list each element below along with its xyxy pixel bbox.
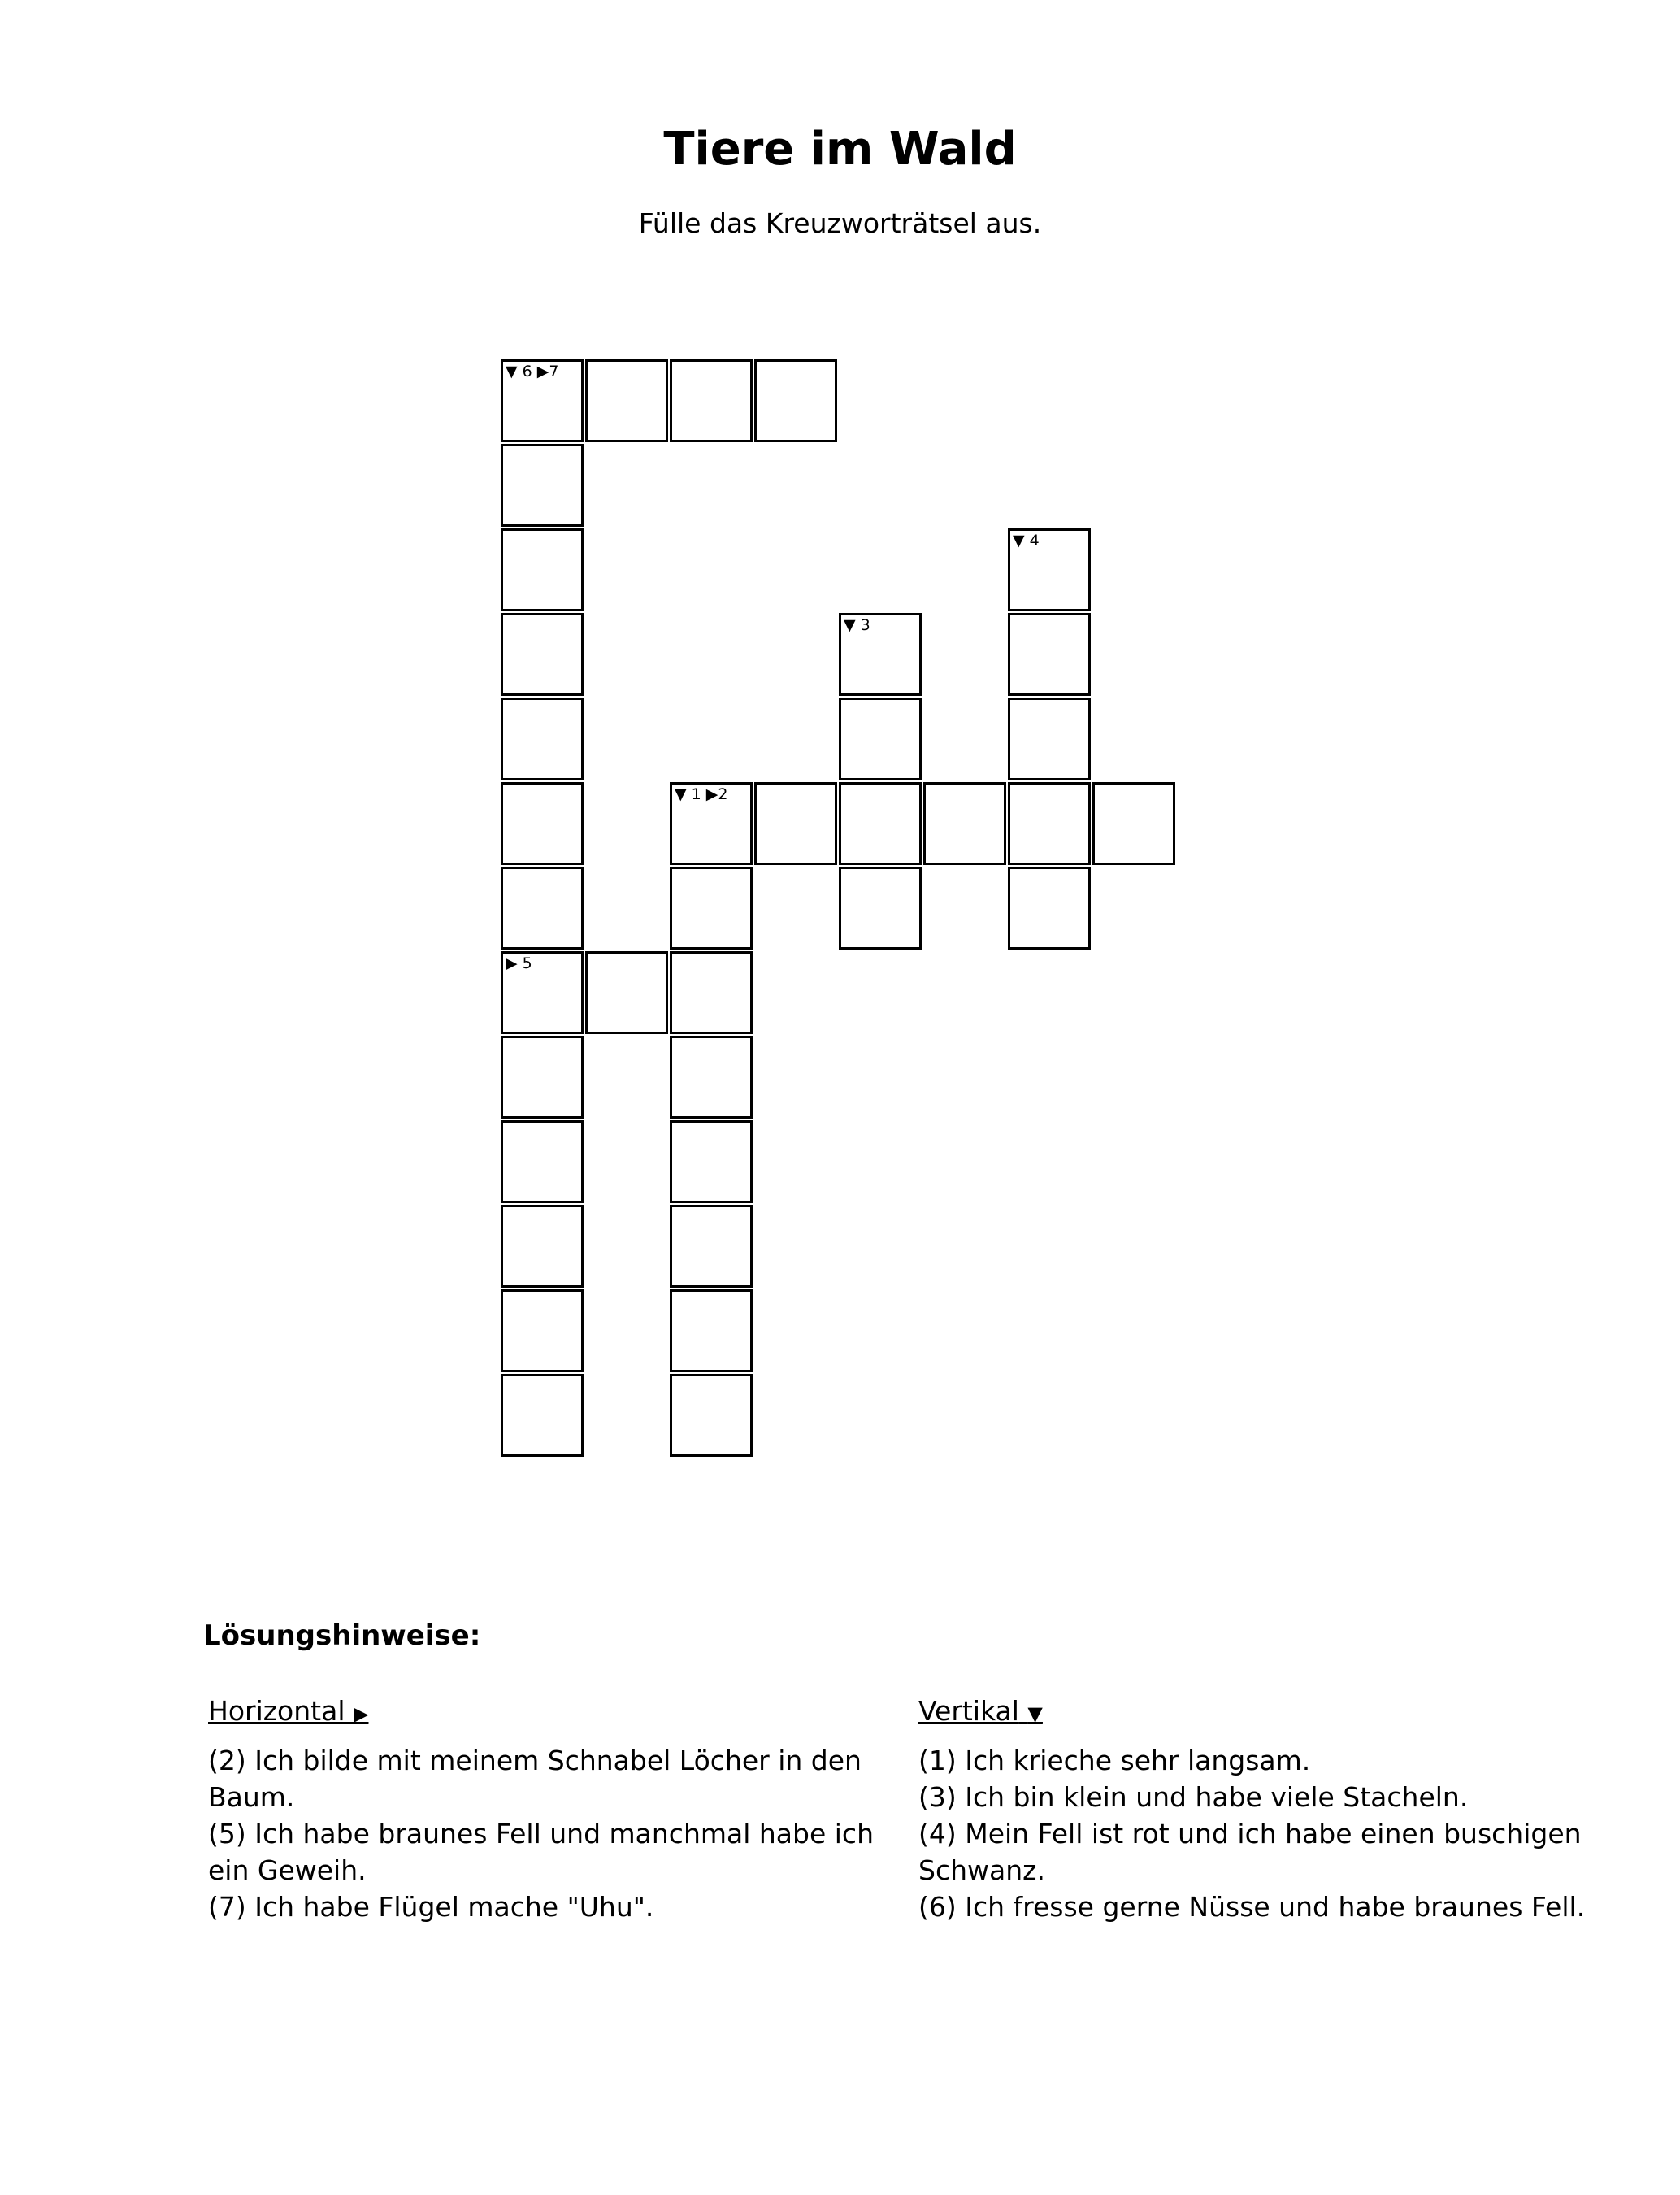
clue-horizontal-2: (2) Ich bilde mit meinem Schnabel Löcher in den Baum. bbox=[208, 1745, 862, 1813]
crossword-cell[interactable] bbox=[670, 1120, 753, 1203]
page-title: Tiere im Wald bbox=[663, 123, 1017, 176]
crossword-cell[interactable] bbox=[501, 359, 584, 442]
clue-vertical-1: (1) Ich krieche sehr langsam. bbox=[918, 1745, 1311, 1776]
crossword-cell[interactable] bbox=[1008, 782, 1091, 865]
crossword-cell[interactable] bbox=[1008, 867, 1091, 950]
clue-number-label: ▶ 5 bbox=[506, 954, 532, 972]
crossword-cell[interactable] bbox=[501, 1036, 584, 1119]
clue-vertical-4: (4) Mein Fell ist rot und ich habe einen buschigen Schwanz. bbox=[918, 1818, 1582, 1886]
crossword-cell[interactable] bbox=[501, 444, 584, 527]
horizontal-heading bbox=[208, 1693, 907, 1732]
crossword-cell[interactable] bbox=[501, 528, 584, 611]
crossword-cell[interactable] bbox=[670, 1205, 753, 1288]
crossword-cell[interactable] bbox=[585, 359, 668, 442]
vertical-label: Vertikal bbox=[918, 1695, 1019, 1727]
clue-vertical-6: (6) Ich fresse gerne Nüsse und habe braunes Fell. bbox=[918, 1891, 1586, 1923]
vertical-clues bbox=[918, 1693, 1593, 1925]
crossword-cell[interactable] bbox=[670, 867, 753, 950]
crossword-cell[interactable] bbox=[670, 1289, 753, 1372]
crossword-cell[interactable] bbox=[1008, 528, 1091, 611]
crossword-cell[interactable] bbox=[923, 782, 1006, 865]
vertical-heading bbox=[918, 1693, 1593, 1732]
crossword-cell[interactable] bbox=[670, 359, 753, 442]
horizontal-label: Horizontal bbox=[208, 1695, 345, 1727]
clue-number-label: ▼ 6 ▶7 bbox=[506, 363, 559, 380]
crossword-cell[interactable] bbox=[1008, 613, 1091, 696]
crossword-cell[interactable] bbox=[670, 782, 753, 865]
crossword-cell[interactable] bbox=[501, 1120, 584, 1203]
crossword-cell[interactable] bbox=[839, 782, 922, 865]
clue-number-label: ▼ 3 bbox=[844, 616, 870, 634]
clue-vertical-3: (3) Ich bin klein und habe viele Stacheln. bbox=[918, 1781, 1469, 1813]
down-arrow-icon: ▼ bbox=[1027, 1702, 1043, 1725]
crossword-cell[interactable] bbox=[501, 951, 584, 1034]
horizontal-clues bbox=[208, 1693, 907, 1925]
crossword-cell[interactable] bbox=[1008, 698, 1091, 780]
crossword-cell[interactable] bbox=[501, 1205, 584, 1288]
clue-number-label: ▼ 4 bbox=[1013, 532, 1040, 550]
page-subtitle: Fülle das Kreuzworträtsel aus. bbox=[638, 207, 1042, 239]
crossword-cell[interactable] bbox=[839, 698, 922, 780]
crossword-cell[interactable] bbox=[501, 1289, 584, 1372]
clue-number-label: ▼ 1 ▶2 bbox=[675, 785, 728, 803]
crossword-cell[interactable] bbox=[839, 867, 922, 950]
crossword-cell[interactable] bbox=[839, 613, 922, 696]
crossword-cell[interactable] bbox=[501, 867, 584, 950]
clue-horizontal-7: (7) Ich habe Flügel mache "Uhu". bbox=[208, 1891, 654, 1923]
crossword-cell[interactable] bbox=[754, 782, 837, 865]
hints-heading: Lösungshinweise: bbox=[203, 1619, 481, 1652]
crossword-cell[interactable] bbox=[670, 1036, 753, 1119]
clue-horizontal-5: (5) Ich habe braunes Fell und manchmal habe ich ein Geweih. bbox=[208, 1818, 874, 1886]
crossword-cell[interactable] bbox=[501, 698, 584, 780]
right-arrow-icon: ▶ bbox=[354, 1702, 369, 1725]
crossword-cell[interactable] bbox=[670, 1374, 753, 1457]
crossword-cell[interactable] bbox=[670, 951, 753, 1034]
crossword-cell[interactable] bbox=[501, 1374, 584, 1457]
crossword-cell[interactable] bbox=[501, 782, 584, 865]
crossword-cell[interactable] bbox=[1092, 782, 1175, 865]
crossword-cell[interactable] bbox=[501, 613, 584, 696]
crossword-cell[interactable] bbox=[585, 951, 668, 1034]
crossword-cell[interactable] bbox=[754, 359, 837, 442]
